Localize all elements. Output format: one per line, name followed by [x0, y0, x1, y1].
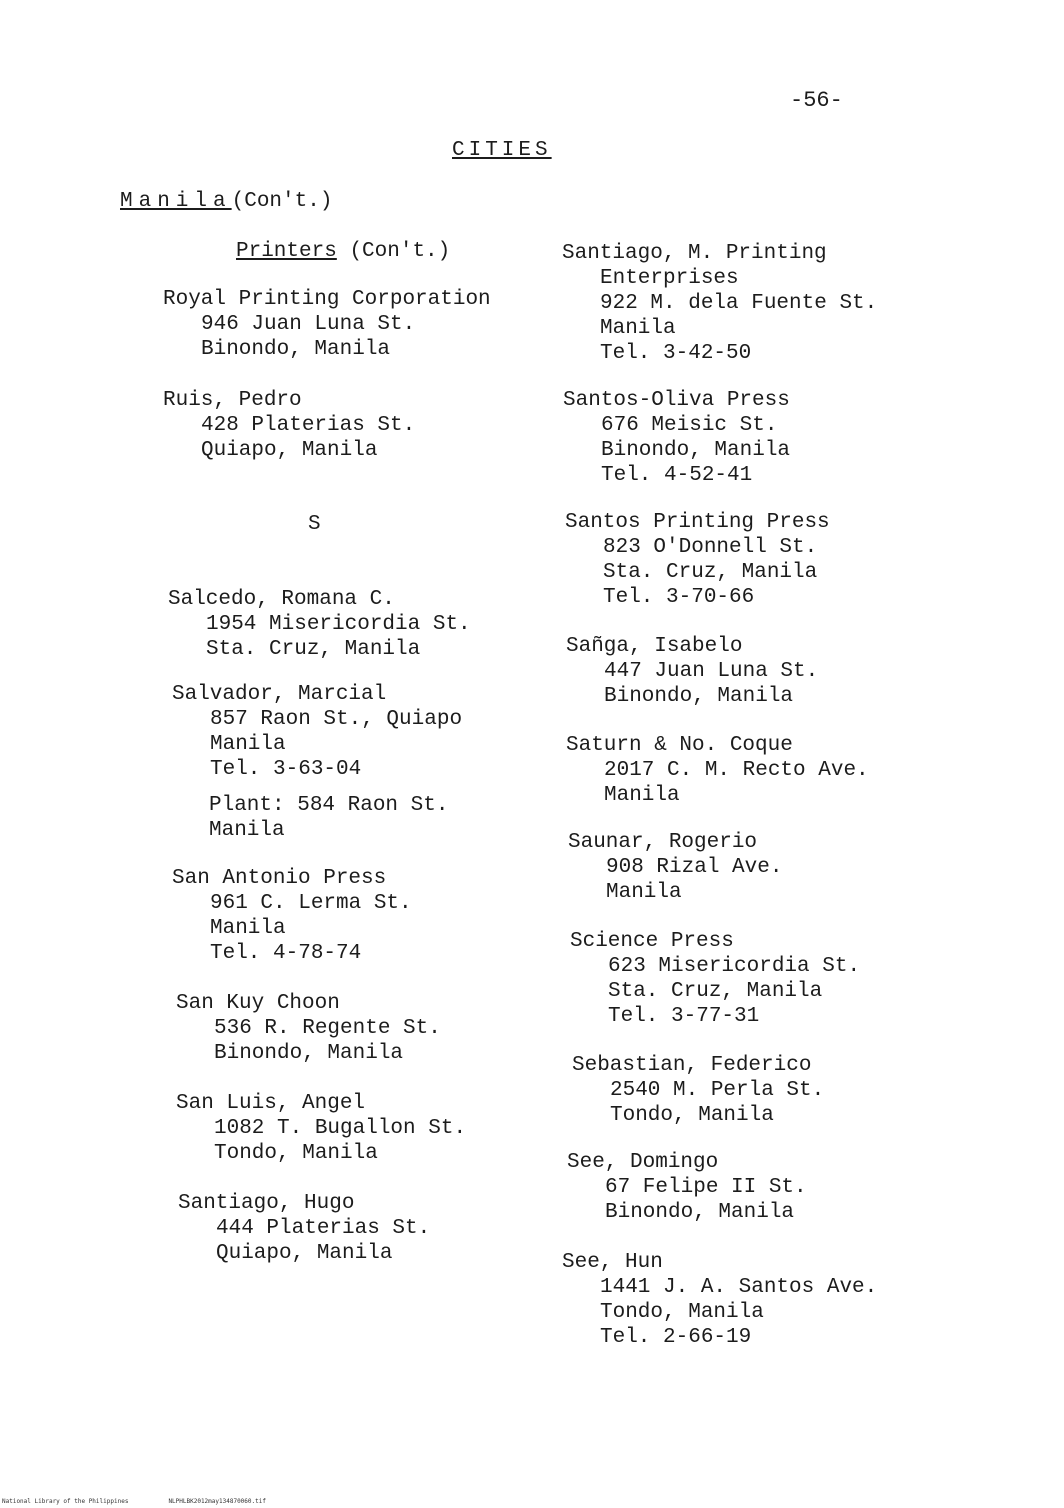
entry-address-line: Manila [210, 917, 286, 940]
entry-name: Sebastian, Federico [572, 1054, 812, 1077]
entry-address-line: Binondo, Manila [604, 685, 794, 708]
entry-address-line: Tondo, Manila [610, 1104, 774, 1127]
directory-entry [163, 388, 415, 463]
entry-name: Saturn & No. Coque [566, 734, 793, 757]
directory-entry [566, 634, 818, 709]
entry-address-line: 857 Raon St., Quiapo [210, 708, 463, 731]
directory-entry [565, 510, 830, 610]
entry-name: Santiago, M. Printing [562, 242, 827, 265]
entry-address-line: Quiapo, Manila [216, 1242, 393, 1265]
city-suffix: (Con't.) [231, 190, 333, 213]
footer-library: National Library of the Philippines [2, 1498, 129, 1505]
directory-entry [562, 241, 877, 366]
entry-address-line: Manila [210, 733, 286, 756]
entry-address-line: 67 Felipe II St. [605, 1176, 807, 1199]
entry-address-line: 823 O'Donnell St. [603, 536, 818, 559]
entry-address-line: 623 Misericordia St. [608, 955, 861, 978]
entry-address-line: Tel. 3-70-66 [603, 586, 755, 609]
directory-entry [566, 733, 869, 808]
entry-address-line: Binondo, Manila [601, 439, 791, 462]
entry-address-line: 1441 J. A. Santos Ave. [600, 1276, 878, 1299]
entry-address-line: 922 M. dela Fuente St. [600, 292, 878, 315]
directory-entry [178, 1191, 430, 1266]
directory-entry [567, 1150, 807, 1225]
directory-entry [172, 682, 462, 782]
city-header [120, 190, 332, 213]
directory-entry [562, 1250, 877, 1350]
entry-address-line: 676 Meisic St. [601, 414, 778, 437]
entry-address-line: Quiapo, Manila [201, 439, 378, 462]
entry-address-line: Binondo, Manila [214, 1042, 404, 1065]
page-heading: CITIES [452, 139, 552, 162]
directory-entry [176, 1091, 466, 1166]
category-name: Printers [236, 240, 337, 263]
entry-name: Science Press [570, 930, 734, 953]
entry-address-line: Tel. 4-78-74 [210, 942, 362, 965]
entry-address-line: 1954 Misericordia St. [206, 613, 471, 636]
entry-name: Salcedo, Romana C. [168, 588, 395, 611]
footer-file-id: NLPHLBK2012may134870060.tif [168, 1498, 266, 1505]
entry-address-line: 961 C. Lerma St. [210, 892, 412, 915]
entry-address-line: 428 Platerias St. [201, 414, 416, 437]
entry-address-line: Sta. Cruz, Manila [608, 980, 823, 1003]
entry-address-line: Tondo, Manila [214, 1142, 378, 1165]
entry-name: San Antonio Press [172, 867, 387, 890]
entry-name: Ruis, Pedro [163, 389, 302, 412]
entry-address-line: Plant: 584 Raon St. [209, 794, 449, 817]
entry-name: San Kuy Choon [176, 992, 340, 1015]
city-name: Manila [120, 190, 232, 213]
entry-address-line: Tondo, Manila [600, 1301, 764, 1324]
entry-name: San Luis, Angel [176, 1092, 366, 1115]
directory-entry [163, 287, 491, 362]
entry-address-line: 2017 C. M. Recto Ave. [604, 759, 869, 782]
directory-entry [176, 991, 441, 1066]
entry-address-line: Tel. 2-66-19 [600, 1326, 752, 1349]
entry-address-line: Manila [604, 784, 680, 807]
entry-name: See, Domingo [567, 1151, 719, 1174]
directory-entry [168, 587, 471, 662]
entry-name: Sañga, Isabelo [566, 635, 743, 658]
entry-address-line: Enterprises [600, 267, 739, 290]
entry-address-line: 1082 T. Bugallon St. [214, 1117, 467, 1140]
section-letter: S [308, 513, 321, 536]
entry-address-line: Tel. 3-77-31 [608, 1005, 760, 1028]
entry-name: Santiago, Hugo [178, 1192, 355, 1215]
entry-name: Salvador, Marcial [172, 683, 387, 706]
entry-name: Santos Printing Press [565, 511, 830, 534]
entry-address-line: Manila [606, 881, 682, 904]
entry-address-line: Tel. 3-42-50 [600, 342, 752, 365]
directory-entry [172, 866, 412, 966]
entry-address-line: 908 Rizal Ave. [606, 856, 783, 879]
directory-entry [209, 793, 448, 843]
directory-entry [568, 830, 782, 905]
entry-name: Santos-Oliva Press [563, 389, 790, 412]
entry-address-line: Sta. Cruz, Manila [206, 638, 421, 661]
entry-name: Royal Printing Corporation [163, 288, 491, 311]
category-suffix: (Con't.) [349, 240, 451, 263]
entry-name: Saunar, Rogerio [568, 831, 758, 854]
entry-address-line: Tel. 4-52-41 [601, 464, 753, 487]
entry-address-line: Sta. Cruz, Manila [603, 561, 818, 584]
entry-address-line: Binondo, Manila [201, 338, 391, 361]
category-header [236, 240, 450, 263]
entry-address-line: Tel. 3-63-04 [210, 758, 362, 781]
entry-address-line: Manila [600, 317, 676, 340]
page-number: -56- [790, 88, 843, 113]
entry-address-line: 447 Juan Luna St. [604, 660, 819, 683]
scan-footer [2, 1498, 306, 1505]
entry-address-line: 2540 M. Perla St. [610, 1079, 825, 1102]
entry-address-line: Manila [209, 819, 285, 842]
entry-address-line: 946 Juan Luna St. [201, 313, 416, 336]
directory-entry [570, 929, 860, 1029]
entry-name: See, Hun [562, 1251, 663, 1274]
directory-entry [563, 388, 790, 488]
entry-address-line: 536 R. Regente St. [214, 1017, 441, 1040]
entry-address-line: 444 Platerias St. [216, 1217, 431, 1240]
directory-entry [572, 1053, 824, 1128]
entry-address-line: Binondo, Manila [605, 1201, 795, 1224]
